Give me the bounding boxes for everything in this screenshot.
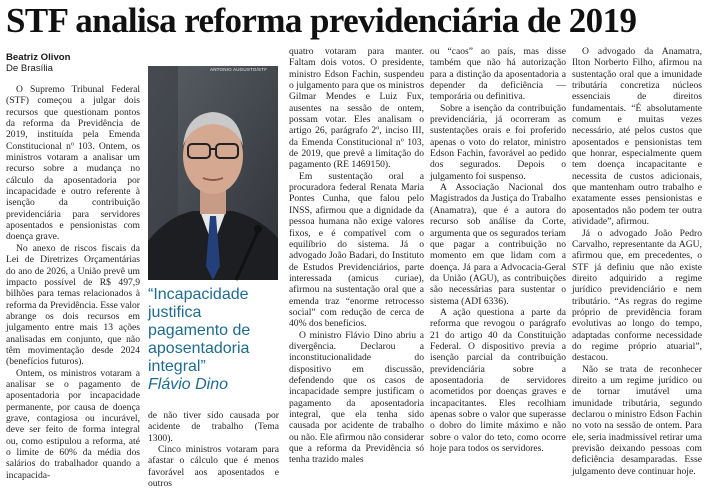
headline: STF analisa reforma previdenciária de 2019: [6, 1, 637, 40]
article-column-1: [6, 84, 140, 481]
byline-place: De Brasília: [6, 63, 53, 74]
paragraph: Sobre a isenção da contribuição previdenciária, já ocorreram as sustentações orais e foi proferido apenas o voto do relator, ministro Edson Fachin, favorável ao pedido dos segurados. Depois o julgamento foi suspenso.: [430, 102, 566, 182]
article-column-4: [430, 46, 566, 454]
byline-author: Beatriz Olivon: [6, 52, 71, 63]
paragraph: O ministro Flávio Dino abriu a divergência. Declarou a inconstitucionalidade do dispositivo em discussão, defendendo que os casos de incapacidade sempre justificam o pagamento da aposentadoria integral, que ela tenha sido causada por acidente de trabalho ou não. Ele afirmou não considerar que a reforma da Previdência só tenha trazido males: [289, 329, 424, 466]
paragraph: de não tiver sido causada por acidente de trabalho (Tema 1300).: [148, 410, 279, 444]
paragraph: quatro votaram para manter. Faltam dois votos. O presidente, ministro Edson Fachin, suspendeu o julgamento para que os ministros Gilmar Mendes e Luiz Fux, ausentes na sessão de ontem, possam votar. Eles analisam o artigo 26, parágrafo 2º, inciso III, da Emenda Constitucional nº 103, de 2019, que prevê a limitação do pagamento (RE 1469150).: [289, 46, 424, 171]
paragraph: O advogado da Anamatra, Ilton Norberto Filho, afirmou na sustentação oral que a imunidade tributária concretiza núcleos essenciais de direitos fundamentais. “É absolutamente comum e muitas vezes necessário, até pelos custos que aposentados e pensionistas tem que honrar, especialmente quem tem doença incapacitante e necessita de custos adicionais, que mantenham outro trabalho e exatamente esses pensionistas e aposentados não podem ter outra atividade”, afirmou.: [572, 46, 702, 228]
byline: [6, 52, 140, 74]
article-column-5: [572, 46, 702, 477]
paragraph: ou “caos” ao país, mas disse também que não há autorização para a distinção da aposentadoria a depender da deficiência — temporária ou definitiva.: [430, 46, 566, 103]
paragraph: Já o advogado João Pedro Carvalho, representante da AGU, afirmou que, em precedentes, o STF já definiu que não existe direito adquirido a regime jurídico previdenciário e nem tributário. “As regras do regime próprio de previdência foram evolutivas ao longo do tempo, adaptadas conforme necessidade do regime próprio atuarial”, destacou.: [572, 227, 702, 364]
paragraph: Ontem, os ministros votaram a analisar se o pagamento de aposentadoria por incapacidade permanente, por causa de doença grave, contagiosa ou incurável, deve ser feito de forma integral ou, como estipulou a reforma, até o limite de 60% da média dos salários do trabalhador quando a incapacida-: [6, 367, 140, 481]
pullquote-attribution: Flávio Dino: [148, 376, 229, 393]
article-column-2: [148, 410, 279, 489]
paragraph: Em sustentação oral a procuradora federal Renata Maria Pontes Cunha, que falou pelo INSS, afirmou que a dignidade da pessoa humana não exige valores fixos, e é compatível com o equilíbrio do sistema. Já o advogado João Badari, do Instituto de Estudos Previdenciários, parte interessada (amicus curiae), afirmou na sustentação oral que a emenda traz “enorme retrocesso social” com redução de cerca de 40% dos benefícios.: [289, 170, 424, 330]
paragraph: A ação questiona a parte da reforma que revogou o parágrafo 21 do artigo 40 da Constituição Federal. O dispositivo previa a isenção parcial da contribuição previdenciária sobre a aposentadoria de servidores acometidos por doenças graves e incapacitantes. Eles recolhiam apenas sobre o valor que superasse o dobro do limite máximo e não sobre o valor do teto, como ocorre hoje para todos os servidores.: [430, 306, 566, 455]
paragraph: Não se trata de reconhecer direito a um regime jurídico ou de tornar imutável uma imunidade tributária, segundo declarou o ministro Edson Fachin no voto na sessão de ontem. Para ele, seria inadmissível retirar uma previsão deixando pessoas com deficiência desamparadas. Esse julgamento deve continuar hoje.: [572, 363, 702, 477]
photo-credit: ANTONIO AUGUSTO/STF: [210, 67, 268, 72]
paragraph: A Associação Nacional dos Magistrados da Justiça do Trabalho (Anamatra), que é a autora do recurso sob análise da Corte, argumenta que os segurados teriam que pagar a contribuição no momento em que lidam com a doença. Já para a Advocacia-Geral da União (AGU), as contribuições são necessárias para sustentar o sistema (ADI 6336).: [430, 182, 566, 307]
paragraph: No anexo de riscos fiscais da Lei de Diretrizes Orçamentárias do ano de 2026, a União prevê um impacto possível de R$ 497,9 bilhões para temas relacionados à reforma da Previdência. Esse valor abrange os dois recursos em julgamento entre mais 13 ações analisadas em conjunto, que não têm movimentação desde 2024 (benefícios futuros).: [6, 242, 140, 368]
pullquote-text: “Incapacidade justifica pagamento de aposentadoria integral”: [148, 286, 251, 375]
pullquote: [148, 286, 278, 394]
paragraph: Cinco ministros votaram para afastar o cálculo que é menos favorável aos aposentados e outros: [148, 444, 279, 489]
article-column-3: [289, 46, 424, 466]
paragraph: O Supremo Tribunal Federal (STF) começou a julgar dois recursos que questionam pontos da reforma da Previdência de 2019, instituída pela Emenda Constitucional nº 103. Ontem, os ministros votaram a analisar um recurso sobre a mudança no cálculo da aposentadoria por incapacidade e outro referente à isenção da contribuição previdenciária para servidores aposentados e pensionistas com doença grave.: [6, 84, 140, 243]
photo-flavio-dino: [148, 66, 278, 280]
portrait-image: [148, 66, 278, 280]
